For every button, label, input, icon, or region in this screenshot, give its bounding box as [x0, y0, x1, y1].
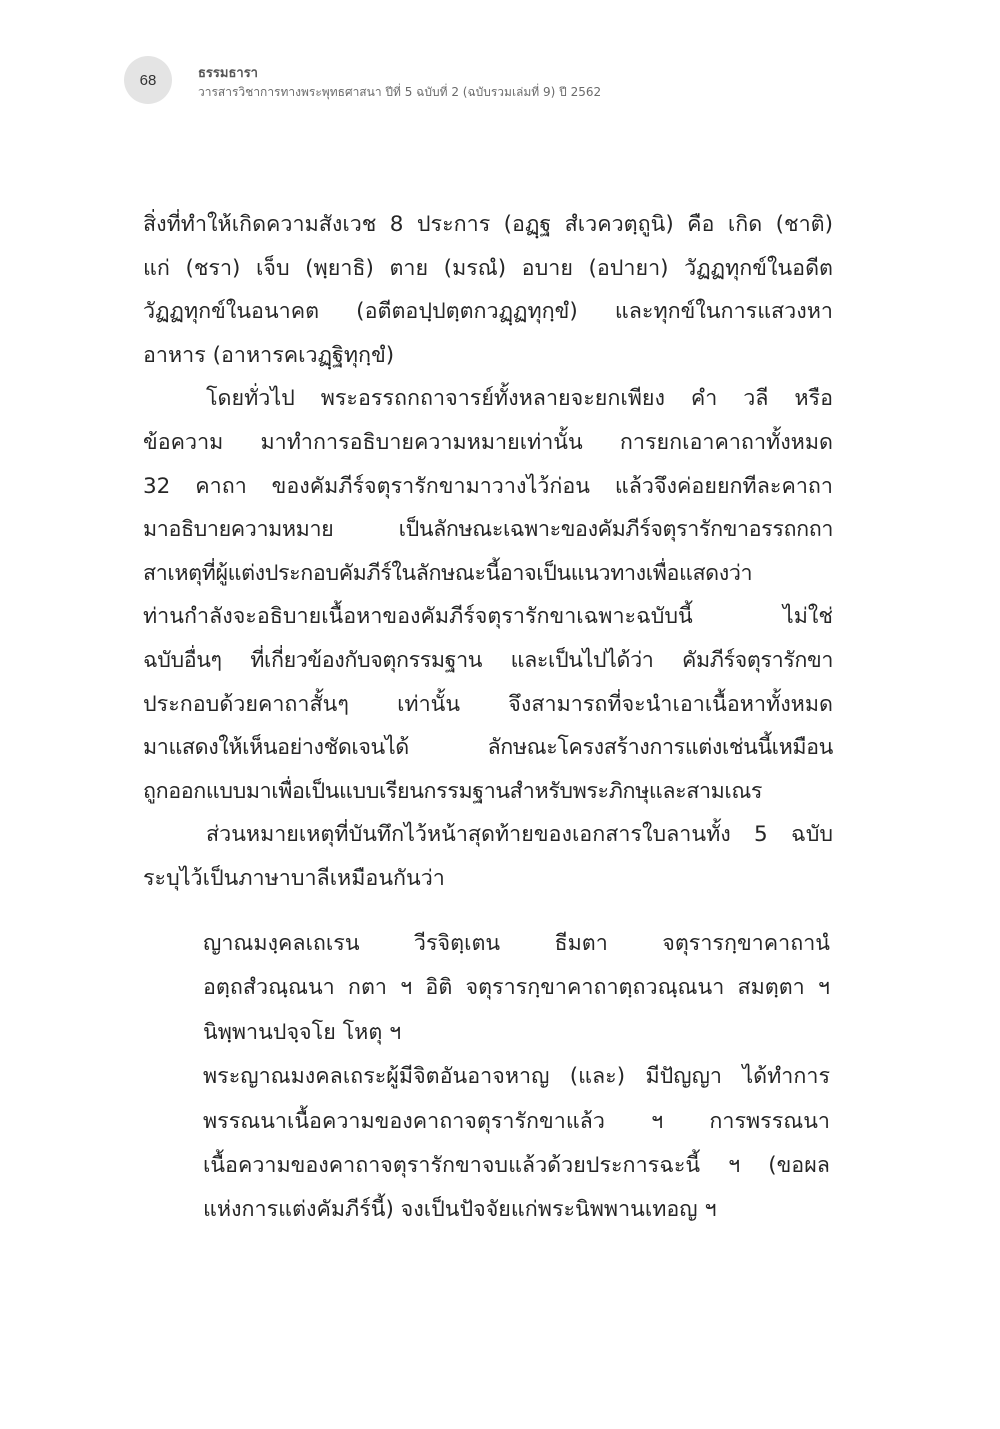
- translation-line: พระญาณมงคลเถระผู้มีจิตอันอาจหาญ (และ) มีปัญญา ได้ทำการ: [203, 1064, 830, 1090]
- translation-line: แห่งการแต่งคัมภีร์นี้) จงเป็นปัจจัยแก่พระนิพพานเทอญ ฯ: [203, 1197, 717, 1223]
- body-line: อาหาร (อาหารคเวฏฺฐิทุกฺขํ): [143, 342, 395, 368]
- body-line: ประกอบด้วยคาถาสั้นๆ เท่านั้น จึงสามารถที่จะนำเอาเนื้อหาทั้งหมด: [143, 691, 833, 717]
- body-line: ท่านกำลังจะอธิบายเนื้อหาของคัมภีร์จตุรารักขาเฉพาะฉบับนี้ ไม่ใช่: [143, 604, 833, 630]
- body-line: วัฏฏทุกข์ในอนาคต (อตีตอปฺปตฺตกวฏฺฏทุกฺขํ) และทุกข์ในการแสวงหา: [143, 299, 833, 325]
- body-line: ฉบับอื่นๆ ที่เกี่ยวข้องกับจตุกรรมฐาน และเป็นไปได้ว่า คัมภีร์จตุรารักขา: [143, 647, 833, 673]
- body-line: 32 คาถา ของคัมภีร์จตุรารักขามาวางไว้ก่อน แล้วจึงค่อยยกทีละคาถา: [143, 473, 833, 499]
- body-paragraphs: [143, 203, 833, 901]
- journal-title: ธรรมธารา: [198, 66, 258, 81]
- body-line: สาเหตุที่ผู้แต่งประกอบคัมภีร์ในลักษณะนี้อาจเป็นแนวทางเพื่อแสดงว่า: [143, 560, 753, 586]
- page-number: 68: [124, 56, 172, 104]
- pali-quote-line: ญาณมงฺคลเถเรน วีรจิตฺเตน ธีมตา จตุรารกฺขาคาถานํ: [203, 931, 830, 956]
- body-line: ส่วนหมายเหตุที่บันทึกไว้หน้าสุดท้ายของเอกสารใบลานทั้ง 5 ฉบับ: [206, 822, 833, 848]
- body-line: มาแสดงให้เห็นอย่างชัดเจนได้ ลักษณะโครงสร้างการแต่งเช่นนี้เหมือน: [143, 735, 833, 761]
- translation-line: เนื้อความของคาถาจตุรารักขาจบแล้วด้วยประการฉะนี้ ฯ (ขอผล: [203, 1152, 830, 1178]
- body-line: มาอธิบายความหมาย เป็นลักษณะเฉพาะของคัมภีร์จตุรารักขาอรรถกถา: [143, 517, 833, 543]
- body-line: โดยทั่วไป พระอรรถกถาจารย์ทั้งหลายจะยกเพียง คำ วลี หรือ: [206, 386, 833, 412]
- body-line: ระบุไว้เป็นภาษาบาลีเหมือนกันว่า: [143, 865, 445, 891]
- pali-quote-line: นิพฺพานปจฺจโย โหตุ ฯ: [203, 1019, 402, 1045]
- body-line: ข้อความ มาทำการอธิบายความหมายเท่านั้น การยกเอาคาถาทั้งหมด: [143, 429, 833, 455]
- translation-line: พรรณนาเนื้อความของคาถาจตุรารักขาแล้ว ฯ การพรรณนา: [203, 1108, 830, 1134]
- body-line: ถูกออกแบบมาเพื่อเป็นแบบเรียนกรรมฐานสำหรับพระภิกษุและสามเณร: [143, 778, 763, 804]
- block-quote: [203, 922, 830, 1233]
- journal-subtitle: วารสารวิชาการทางพระพุทธศาสนา ปีที่ 5 ฉบับที่ 2 (ฉบับรวมเล่มที่ 9) ปี 2562: [198, 85, 602, 99]
- body-line: แก่ (ชรา) เจ็บ (พฺยาธิ) ตาย (มรณํ) อบาย (อปายา) วัฏฏทุกข์ในอดีต: [143, 255, 833, 281]
- body-line: สิ่งที่ทำให้เกิดความสังเวช 8 ประการ (อฏฺฐ สํเวควตฺถูนิ) คือ เกิด (ชาติ): [143, 212, 833, 237]
- pali-quote-line: อตฺถสํวณฺณนา กตา ฯ อิติ จตุรารกฺขาคาถาตฺถวณฺณนา สมตฺตา ฯ: [203, 975, 830, 1001]
